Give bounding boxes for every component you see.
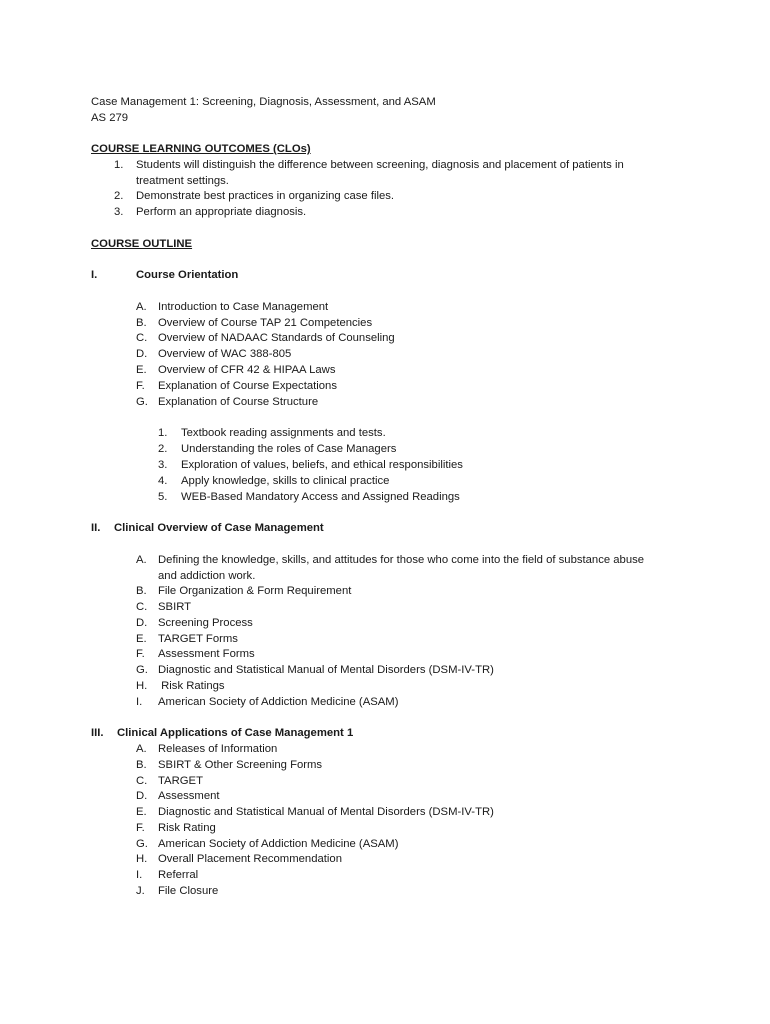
section-title: Clinical Overview of Case Management bbox=[114, 522, 324, 534]
subitem-number: 3. bbox=[158, 459, 168, 471]
item-letter: E. bbox=[136, 633, 147, 645]
outline-item: Diagnostic and Statistical Manual of Mental Disorders (DSM-IV-TR) bbox=[158, 806, 494, 818]
outline-item: TARGET Forms bbox=[158, 633, 238, 645]
subitem-number: 2. bbox=[158, 443, 168, 455]
clo-number: 2. bbox=[114, 190, 124, 202]
outline-subitem: Apply knowledge, skills to clinical practice bbox=[181, 475, 390, 487]
item-letter: C. bbox=[136, 601, 148, 613]
outline-item: TARGET bbox=[158, 775, 203, 787]
subitem-number: 1. bbox=[158, 427, 168, 439]
item-letter: B. bbox=[136, 759, 147, 771]
section-number: III. bbox=[91, 727, 104, 739]
clo-item-continuation: treatment settings. bbox=[136, 175, 229, 187]
outline-item: SBIRT bbox=[158, 601, 192, 613]
section-number: I. bbox=[91, 269, 98, 281]
outline-subitem: WEB-Based Mandatory Access and Assigned Readings bbox=[181, 491, 460, 503]
subitem-number: 5. bbox=[158, 491, 168, 503]
item-letter: D. bbox=[136, 617, 148, 629]
outline-heading: COURSE OUTLINE bbox=[91, 238, 193, 250]
outline-item: Assessment Forms bbox=[158, 648, 255, 660]
item-letter: G. bbox=[136, 664, 148, 676]
item-letter: E. bbox=[136, 806, 147, 818]
clo-item: Students will distinguish the difference between screening, diagnosis and placement of patients in bbox=[136, 159, 624, 171]
section-number: II. bbox=[91, 522, 101, 534]
outline-subitem: Exploration of values, beliefs, and ethical responsibilities bbox=[181, 459, 463, 471]
outline-item: Overview of Course TAP 21 Competencies bbox=[158, 317, 373, 329]
item-letter: D. bbox=[136, 348, 148, 360]
outline-item: Introduction to Case Management bbox=[158, 301, 329, 313]
course-title: Case Management 1: Screening, Diagnosis, Assessment, and ASAM bbox=[91, 96, 436, 108]
outline-item: Overview of NADAAC Standards of Counseling bbox=[158, 332, 395, 344]
item-letter: B. bbox=[136, 317, 147, 329]
outline-item: American Society of Addiction Medicine (ASAM) bbox=[158, 838, 399, 850]
section-title: Clinical Applications of Case Management 1 bbox=[117, 727, 354, 739]
outline-item: SBIRT & Other Screening Forms bbox=[158, 759, 323, 771]
outline-subitem: Understanding the roles of Case Managers bbox=[181, 443, 397, 455]
course-code: AS 279 bbox=[91, 112, 129, 124]
outline-item: Explanation of Course Expectations bbox=[158, 380, 337, 392]
clo-number: 1. bbox=[114, 159, 124, 171]
outline-item: Referral bbox=[158, 869, 199, 881]
item-letter: H. bbox=[136, 680, 148, 692]
item-letter: E. bbox=[136, 364, 147, 376]
outline-item-continuation: and addiction work. bbox=[158, 570, 256, 582]
outline-item: Risk Ratings bbox=[158, 680, 225, 692]
outline-item: Releases of Information bbox=[158, 743, 278, 755]
item-letter: J. bbox=[136, 885, 145, 897]
item-letter: C. bbox=[136, 332, 148, 344]
item-letter: D. bbox=[136, 790, 148, 802]
item-letter: A. bbox=[136, 743, 147, 755]
outline-item: Screening Process bbox=[158, 617, 253, 629]
item-letter: A. bbox=[136, 301, 147, 313]
item-letter: F. bbox=[136, 822, 145, 834]
outline-item: Overall Placement Recommendation bbox=[158, 853, 342, 865]
item-letter: C. bbox=[136, 775, 148, 787]
outline-item: File Organization & Form Requirement bbox=[158, 585, 352, 597]
clo-item: Perform an appropriate diagnosis. bbox=[136, 206, 307, 218]
outline-subitem: Textbook reading assignments and tests. bbox=[181, 427, 386, 439]
subitem-number: 4. bbox=[158, 475, 168, 487]
outline-item: Explanation of Course Structure bbox=[158, 396, 319, 408]
clo-number: 3. bbox=[114, 206, 124, 218]
item-letter: A. bbox=[136, 554, 147, 566]
outline-item: American Society of Addiction Medicine (ASAM) bbox=[158, 696, 399, 708]
outline-item: Risk Rating bbox=[158, 822, 216, 834]
outline-item: Overview of WAC 388-805 bbox=[158, 348, 292, 360]
item-letter: F. bbox=[136, 380, 145, 392]
outline-item: File Closure bbox=[158, 885, 219, 897]
outline-item: Overview of CFR 42 & HIPAA Laws bbox=[158, 364, 336, 376]
item-letter: G. bbox=[136, 396, 148, 408]
clo-item: Demonstrate best practices in organizing case files. bbox=[136, 190, 395, 202]
item-letter: I. bbox=[136, 696, 143, 708]
outline-item: Assessment bbox=[158, 790, 220, 802]
outline-item: Defining the knowledge, skills, and attitudes for those who come into the field of substance abuse bbox=[158, 554, 645, 566]
section-title: Course Orientation bbox=[136, 269, 239, 281]
item-letter: H. bbox=[136, 853, 148, 865]
item-letter: F. bbox=[136, 648, 145, 660]
item-letter: I. bbox=[136, 869, 143, 881]
item-letter: G. bbox=[136, 838, 148, 850]
item-letter: B. bbox=[136, 585, 147, 597]
clos-heading: COURSE LEARNING OUTCOMES (CLOs) bbox=[91, 143, 311, 155]
outline-item: Diagnostic and Statistical Manual of Mental Disorders (DSM-IV-TR) bbox=[158, 664, 494, 676]
